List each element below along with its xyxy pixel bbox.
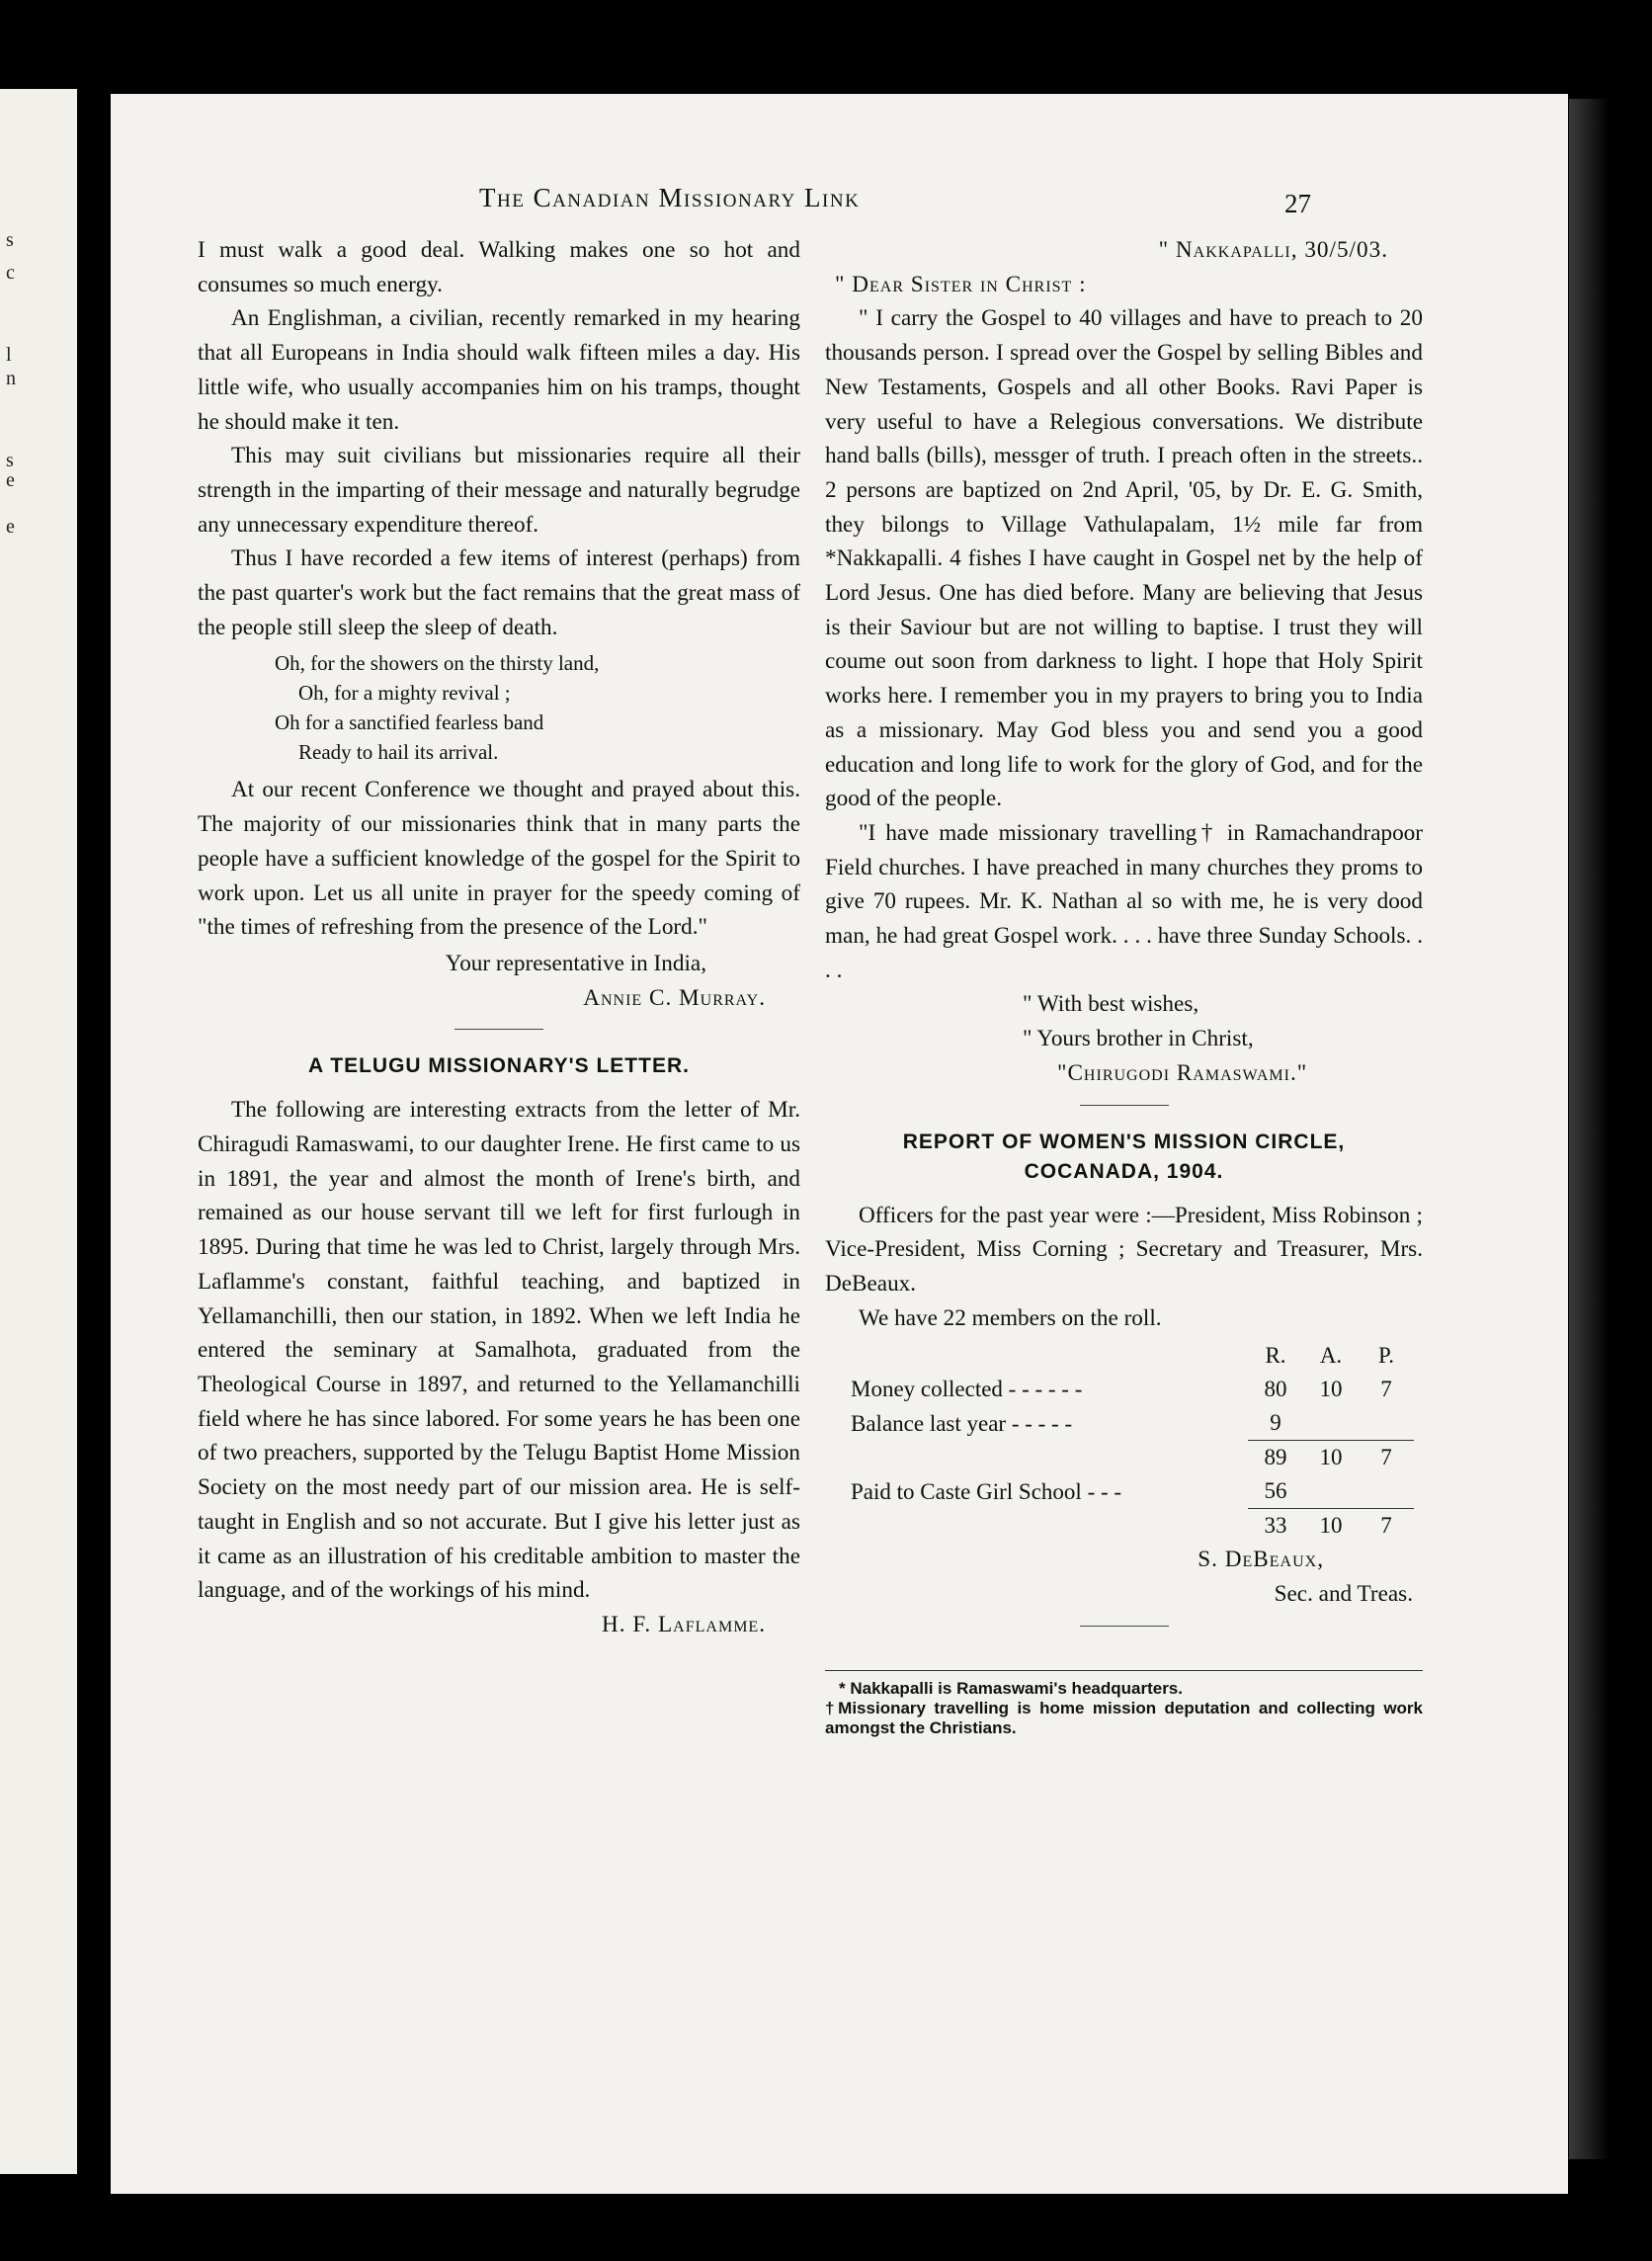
table-row (851, 1441, 1414, 1475)
column-header: R. (1265, 1343, 1286, 1369)
signature-name: H. F. Laflamme. (602, 1611, 766, 1637)
report-heading-line: REPORT OF WOMEN'S MISSION CIRCLE, (902, 1130, 1346, 1153)
book-spine (1569, 99, 1609, 2159)
rupees-cell: 80 (1264, 1377, 1287, 1402)
poem (198, 648, 800, 767)
footnote: * Nakkapalli is Ramaswami's headquarters. (839, 1678, 1183, 1698)
letter-closing: " With best wishes, (1023, 991, 1199, 1018)
paragraph: Thus I have recorded a few items of interest (perhaps) from the past quarter's work but the fact remains that the great mass of the people still sleep the sleep of death. (198, 545, 800, 640)
signature-name: Annie C. Murray. (583, 984, 766, 1011)
paragraph: "I have made missionary travelling† in Ramachandrapoor Field churches. I have preached in many churches they proms to give 70 rupees. Mr. K. Nathan al so with me, he is very dood man, he had great Gospel work. . . . have three Sunday Schools. . . . (825, 819, 1423, 983)
pice-cell: 7 (1380, 1377, 1392, 1402)
rupees-cell: 33 (1248, 1509, 1303, 1544)
column-header: A. (1319, 1343, 1343, 1369)
annas-cell: 10 (1319, 1377, 1343, 1402)
facing-page-edge: s c l n s e e (0, 89, 77, 2174)
paragraph: At our recent Conference we thought and prayed about this. The majority of our missionaries think that in many parts the people have a sufficient knowledge of the gospel for the Spirit to work upon. Let us all unite in prayer for the speedy coming of "the times of refreshing from the presence of the Lord." (198, 777, 800, 941)
treasurer-title: Sec. and Treas. (1274, 1581, 1413, 1608)
poem-line: Oh for a sanctified fearless band (275, 711, 544, 735)
row-label (851, 1509, 1248, 1544)
poem-line: Oh, for a mighty revival ; (298, 681, 511, 706)
page-number: 27 (1284, 189, 1311, 218)
row-label: Balance last year - - - - - (851, 1410, 1073, 1436)
rupees-cell: 9 (1270, 1410, 1281, 1436)
right-column (825, 233, 1423, 1738)
treasurer-name: S. DeBeaux, (1198, 1547, 1324, 1573)
left-column (198, 233, 800, 1642)
annas-cell: 10 (1303, 1509, 1359, 1544)
letter-salutation: " Dear Sister in Christ : (835, 271, 1087, 297)
paragraph: The following are interesting extracts from the letter of Mr. Chiragudi Ramaswami, to our daughter Irene. He first came to us in 1891, the year and almost the month of Irene's birth, and remained as our house servant till we left for first furlough in 1895. During that time he was led to Christ, largely through Mrs. Laflamme's constant, faithful teaching, and baptized in Yellamanchilli, then our station, in 1892. When we left India he entered the seminary at Samalhota, graduated from the Theological Course in 1897, and returned to the Yellamanchilli field where he has since labored. For some years he has been one of two preachers, supported by the Telugu Baptist Home Mission Society on the most needy part of our mission area. He is self-taught in English and so not accurate. But I give his letter just as it came as an illustration of his creditable ambition to master the language, and of the workings of his mind. (198, 1097, 800, 1604)
article-heading: A TELUGU MISSIONARY'S LETTER. (308, 1054, 690, 1078)
paragraph: An Englishman, a civilian, recently remarked in my hearing that all Europeans in India should walk fifteen miles a day. His little wife, who usually accompanies him on his tramps, thought he should make it ten. (198, 305, 800, 435)
poem-line: Oh, for the showers on the thirsty land, (275, 651, 600, 676)
paragraph: We have 22 members on the roll. (859, 1304, 1162, 1331)
signature-line: Your representative in India, (445, 950, 706, 976)
row-label: Paid to Caste Girl School - - - (851, 1478, 1122, 1504)
letter-signature: "Chirugodi Ramaswami." (1057, 1059, 1308, 1086)
report-heading-line: COCANADA, 1904. (1024, 1159, 1224, 1183)
table-row (851, 1406, 1414, 1441)
annas-cell (1303, 1406, 1359, 1441)
section-divider (1080, 1626, 1169, 1627)
rupees-cell: 89 (1248, 1441, 1303, 1475)
annas-cell (1303, 1474, 1359, 1509)
section-divider (454, 1029, 543, 1030)
table-header-row (851, 1339, 1414, 1373)
running-head: The Canadian Missionary Link (479, 183, 861, 212)
section-divider (1080, 1105, 1169, 1106)
pice-cell (1359, 1474, 1414, 1509)
pice-cell (1359, 1406, 1414, 1441)
paragraph: " I carry the Gospel to 40 villages and have to preach to 20 thousands person. I spread over the Gospel by selling Bibles and New Testaments, Gospels and all other Books. Ravi Paper is very useful to have a Relegious conversations. We distribute hand balls (bills), messger of truth. I preach often in the streets.. 2 persons are baptized on 2nd April, '05, by Dr. E. G. Smith, they bilongs to Village Vathulapalam, 1½ mile far from *Nakkapalli. 4 fishes I have caught in Gospel net by the help of Lord Jesus. One has died before. Many are believing that Jesus is their Saviour but are not willing to baptise. I trust they will coume out soon from darkness to light. I hope that Holy Spirit works here. I remember you in my prayers to bring you to India as a missionary. May God bless you and send you a good education and long life to work for the glory of God, and for the good of the people. (825, 305, 1423, 812)
table-row (851, 1509, 1414, 1544)
row-label (851, 1441, 1248, 1475)
table-row (851, 1474, 1414, 1509)
poem-line: Ready to hail its arrival. (298, 740, 499, 765)
letter-dateline: " Nakkapalli, 30/5/03. (1158, 237, 1388, 263)
accounts-table (851, 1339, 1414, 1543)
report-heading (825, 1128, 1423, 1187)
paragraph: Officers for the past year were :—President, Miss Robinson ; Vice-President, Miss Corning ; Secretary and Treasurer, Mrs. DeBeaux. (825, 1202, 1423, 1297)
table-row (851, 1373, 1414, 1406)
column-header: P. (1378, 1343, 1394, 1369)
rupees-cell: 56 (1264, 1478, 1287, 1504)
footnotes (825, 1670, 1423, 1738)
row-label: Money collected - - - - - - (851, 1377, 1083, 1402)
paragraph: I must walk a good deal. Walking makes one so hot and consumes so much energy. (198, 237, 800, 297)
annas-cell: 10 (1303, 1441, 1359, 1475)
letter-closing: " Yours brother in Christ, (1023, 1026, 1254, 1052)
paragraph: This may suit civilians but missionaries require all their strength in the imparting of their message and naturally begrudge any unnecessary expenditure thereof. (198, 443, 800, 538)
pice-cell: 7 (1359, 1509, 1414, 1544)
footnote: †Missionary travelling is home mission deputation and collecting work amongst the Christians. (825, 1698, 1423, 1737)
pice-cell: 7 (1359, 1441, 1414, 1475)
